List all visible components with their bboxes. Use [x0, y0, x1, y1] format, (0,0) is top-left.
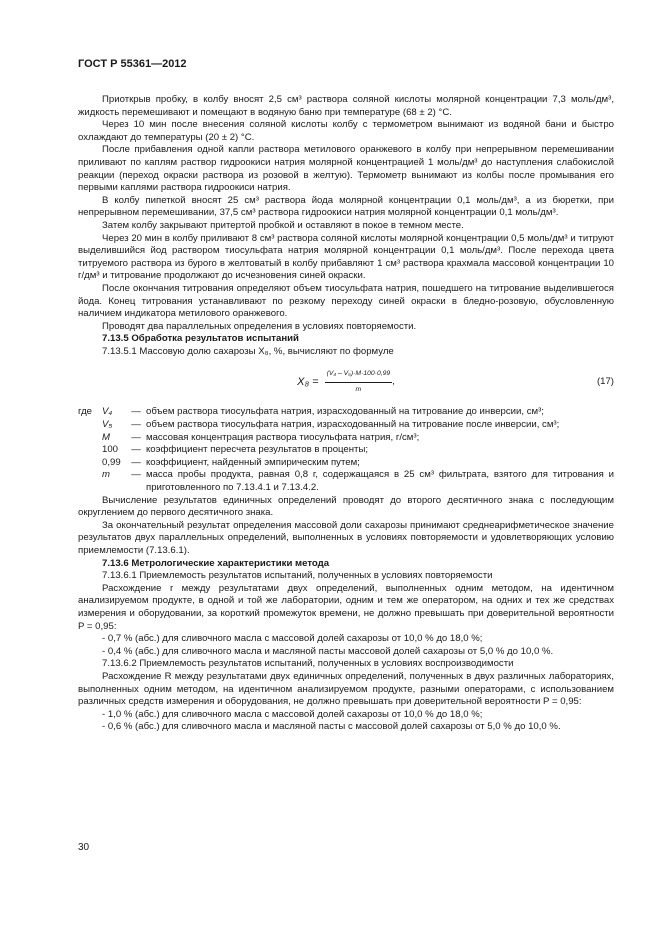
- legend-symbol: 100: [102, 444, 119, 456]
- formula-expression: [78, 368, 574, 396]
- legend-symbol: M: [102, 431, 110, 443]
- legend-dash: —: [131, 444, 141, 456]
- legend-item: [78, 469, 614, 494]
- legend-item: [78, 444, 614, 457]
- formula-block: [78, 360, 614, 404]
- paragraph: Вычисление результатов единичных определений проводят до второго десятичного знака с последующим округлением до первого десятичного знака.: [78, 494, 614, 519]
- formula-intro: 7.13.5.1 Массовую долю сахарозы X₈, %, вычисляют по формуле: [102, 345, 394, 357]
- legend-symbol: V₅: [102, 419, 113, 431]
- legend-text: коэффициент, найденный эмпирическим путем;: [146, 456, 360, 468]
- paragraph: Расхождение r между результатами двух определений, выполненных одним методом, на идентичном анализируемом продукте, в одной и той же лаборатории, одним и тем же оператором, на одних и тех же средствах измерения и оборудовании, за короткий промежуток времени, не должно превышать при доверительной вероятности P = 0,95:: [78, 582, 614, 632]
- section-heading: 7.13.6 Метрологические характеристики метода: [102, 557, 330, 569]
- legend-symbol: m: [102, 469, 110, 481]
- subsection-title: 7.13.6.1 Приемлемость результатов испытаний, полученных в условиях повторяемости: [102, 570, 493, 582]
- paragraph: Расхождение R между результатами двух единичных определений, полученных в двух различных лабораториях, выполненных одним методом, на идентичном анализируемом продукте, разными операторами, с использованием различных средств измерения и оборудования, не должно превышать при доверительной вероятности P = 0,95:: [78, 670, 614, 708]
- paragraph: После прибавления одной капли раствора метилового оранжевого в колбу при непрерывном перемешивании приливают по каплям раствор гидроокиси натрия молярной концентрацией 1 моль/дм³ до наступления слабокислой реакции (переход окраски раствора из розовой в желтую). Термометр вынимают из колбы после промывания его первыми каплями раствора гидроокиси натрия.: [78, 144, 614, 194]
- page-number: 30: [78, 842, 90, 853]
- legend-text: объем раствора тиосульфата натрия, израсходованный на титрование до инверсии, см³;: [146, 406, 544, 418]
- legend-item: [78, 432, 614, 445]
- legend-dash: —: [131, 419, 141, 431]
- legend-dash: —: [131, 431, 141, 443]
- legend-where: где: [78, 406, 93, 418]
- legend-dash: —: [131, 456, 141, 468]
- paragraph: За окончательный результат определения массовой доли сахарозы принимают среднеарифметическое значение результатов двух параллельных определений, выполненных в условиях повторяемости и удовлетворяющих условию приемлемости (7.13.6.1).: [78, 519, 614, 556]
- formula-numerator: (V₄ – V₅)·M·100·0,99: [325, 368, 393, 383]
- formula-fraction: [325, 368, 393, 396]
- formula-number: (17): [596, 376, 614, 388]
- list-item: - 0,6 % (абс.) для сливочного масла и масляной пасты с массовой долей сахарозы от 5,0 % до 10,0 %.: [102, 721, 561, 733]
- list-item: - 0,4 % (абс.) для сливочного масла и масляной пасты массовой долей сахарозы от 5,0 % до 10,0 %.: [102, 645, 554, 657]
- list-item: - 1,0 % (абс.) для сливочного масла с массовой долей сахарозы от 10,0 % до 18,0 %;: [102, 708, 483, 720]
- paragraph: Приоткрыв пробку, в колбу вносят 2,5 см³ раствора соляной кислоты молярной концентрации 7,3 моль/дм³, жидкость перемешивают и помещают в водяную баню при температуре (68 ± 2) °C.: [78, 94, 614, 118]
- section-heading: 7.13.5 Обработка результатов испытаний: [102, 333, 299, 345]
- formula-denominator: m: [355, 385, 362, 393]
- paragraph: Проводят два параллельных определения в условиях повторяемости.: [102, 320, 417, 332]
- legend-symbol: V₄: [102, 406, 113, 418]
- paragraph: После окончания титрования определяют объем тиосульфата натрия, пошедшего на титрование выделившегося йода. Конец титрования устанавливают по резкому переходу синей окраски в бледно-розовую, обусловленную наличием индикатора метилового оранжевого.: [78, 282, 614, 320]
- subsection-title: 7.13.6.2 Приемлемость результатов испытаний, полученных в условиях воспроизводимости: [102, 658, 514, 670]
- legend-item: [78, 406, 614, 419]
- page-content: [78, 94, 614, 734]
- legend-item: [78, 457, 614, 470]
- legend-dash: —: [131, 406, 141, 418]
- list-item: - 0,7 % (абс.) для сливочного масла с массовой долей сахарозы от 10,0 % до 18,0 %;: [102, 633, 483, 645]
- legend-text: масса пробы продукта, равная 0,8 г, содержащаяся в 25 см³ фильтрата, взятого для титрования и приготовленного по 7.13.4.1 и 7.13.4.2.: [146, 469, 614, 494]
- legend-dash: —: [131, 469, 141, 481]
- formula-trail: ,: [392, 376, 395, 388]
- document-header: ГОСТ Р 55361—2012: [78, 58, 187, 70]
- paragraph: Затем колбу закрывают притертой пробкой и оставляют в покое в темном месте.: [102, 219, 464, 231]
- formula-lhs: X₈ =: [297, 376, 319, 389]
- legend-text: объем раствора тиосульфата натрия, израсходованный на титрование после инверсии, см³;: [146, 419, 560, 431]
- legend-item: [78, 419, 614, 432]
- paragraph: Через 10 мин после внесения соляной кислоты колбу с термометром вынимают из водяной бани и быстро охлаждают до температуры (20 ± 2) °C.: [78, 119, 614, 143]
- paragraph: Через 20 мин в колбу приливают 8 см³ раствора соляной кислоты молярной концентрации 0,5 моль/дм³ и титруют выделившийся йод раствором тиосульфата натрия молярной концентрации 0,1 моль/дм³. После перехода цвета титруемого раствора из бурого в желтоватый в колбу прибавляют 1 см³ раствора крахмала массовой концентрации 10 г/дм³ и титрование продолжают до исчезновения синей окраски.: [78, 232, 614, 282]
- legend-text: массовая концентрация раствора тиосульфата натрия, г/см³;: [146, 431, 420, 443]
- legend-symbol: 0,99: [102, 456, 121, 468]
- paragraph: В колбу пипеткой вносят 25 см³ раствора йода молярной концентрации 0,1 моль/дм³, а из бюретки, при непрерывном перемешивании, 37,5 см³ раствора гидроокиси натрия молярной концентрации 0,1 моль/дм³.: [78, 194, 614, 219]
- legend-list: [78, 406, 614, 494]
- legend-text: коэффициент пересчета результатов в проценты;: [146, 444, 369, 456]
